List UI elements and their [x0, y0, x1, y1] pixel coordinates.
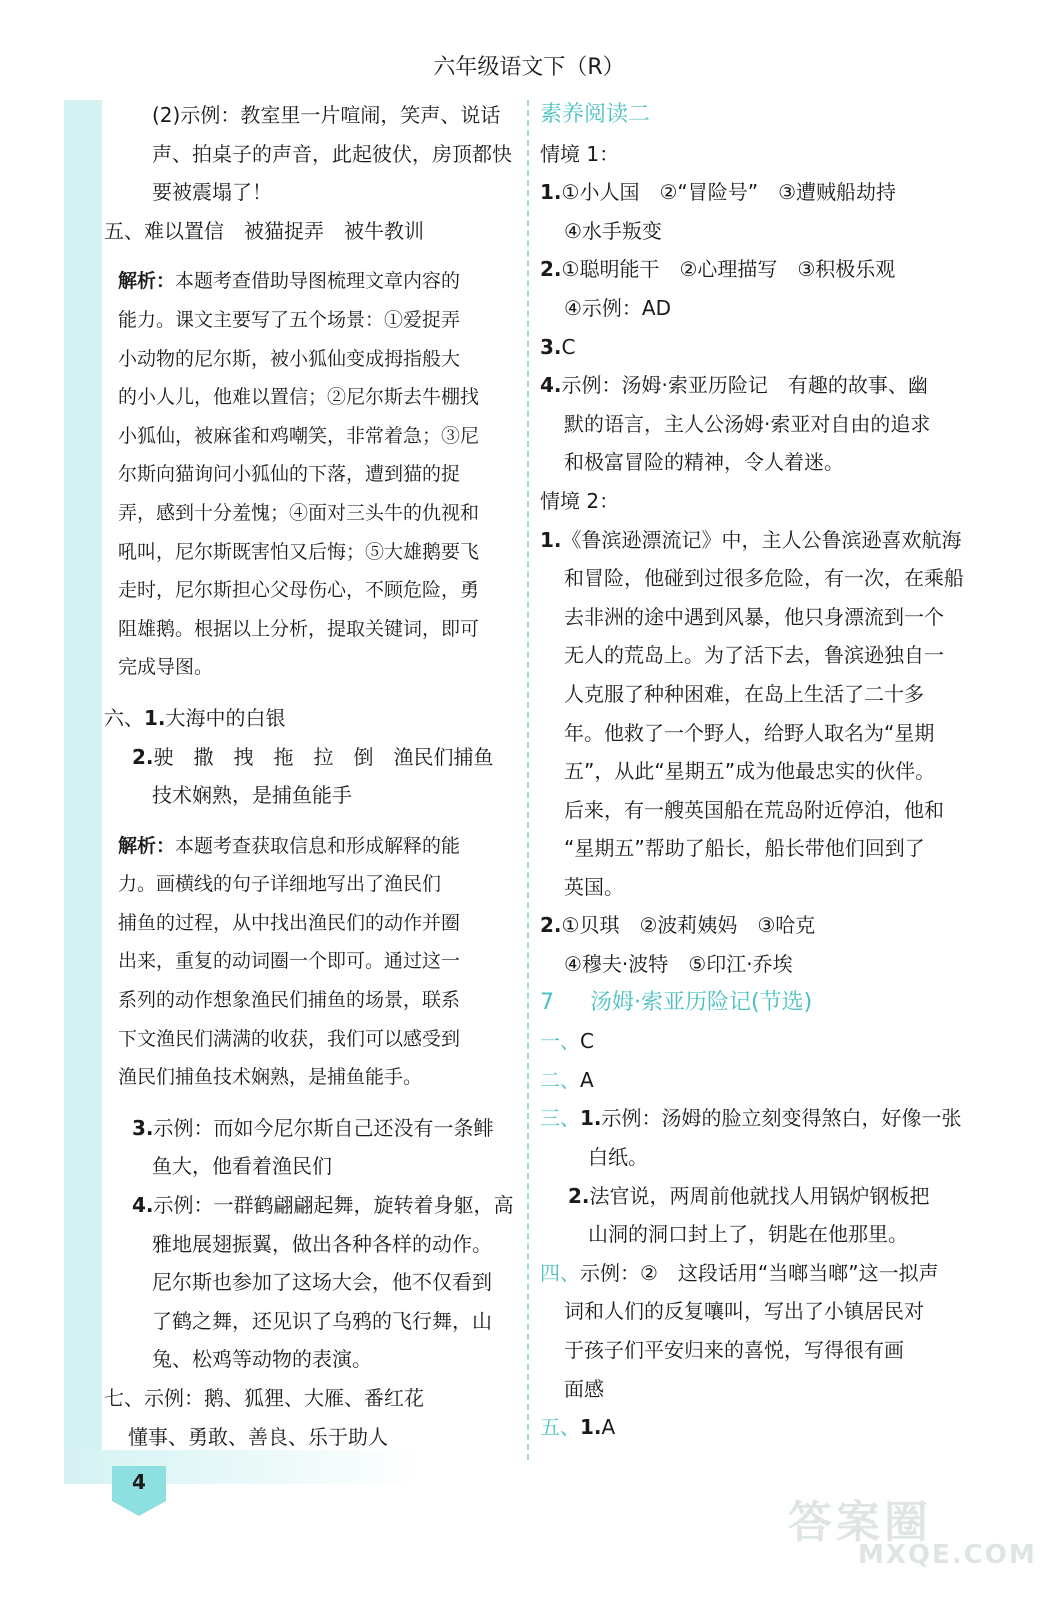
watermark-url: MXQE.COM [858, 1540, 1037, 1570]
explanation-line: 阻雄鹅。根据以上分析，提取关键词，即可 [118, 617, 480, 640]
answer-line: 了鹤之舞，还见识了乌鸦的飞行舞，山 [152, 1308, 492, 1333]
item-4-answer [104, 1186, 514, 1225]
situation-label: 情境 1： [540, 141, 620, 166]
explanation-line: 走时，尼尔斯担心父母伤心，不顾危险，勇 [118, 579, 480, 602]
item-number: 2. [568, 1183, 590, 1208]
item-number: 3. [540, 334, 562, 359]
answer-line: 年。他救了一个野人，给野人取名为“星期 [564, 720, 935, 745]
item-number: 4. [132, 1193, 154, 1218]
answer-line: ④示例：AD [564, 295, 672, 320]
section-label: 七、 [104, 1386, 144, 1410]
section-title: 素养阅读二 [540, 102, 651, 127]
answer-line: 和极富冒险的精神，令人着迷。 [564, 450, 844, 475]
answer-line: 无人的荒岛上。为了活下去，鲁滨逊独自一 [564, 643, 944, 668]
explanation-text: 本题考查借助导图梳理文章内容的 [175, 270, 461, 293]
item-text: 示例：汤姆的脸立刻变得煞白，好像一张 [601, 1106, 962, 1131]
answer-line: 尼尔斯也参加了这场大会，他不仅看到 [152, 1270, 492, 1295]
section-label: 三、 [540, 1106, 580, 1131]
lesson-title: 汤姆·索亚历险记(节选) [590, 989, 813, 1015]
situation-1-item-2 [540, 250, 960, 289]
item-text: C [561, 334, 576, 359]
answer-line: 于孩子们平安归来的喜悦，写得很有画 [564, 1338, 904, 1362]
lesson-number: 7 [540, 989, 554, 1015]
explanation-label: 解析： [118, 270, 176, 293]
explanation-line: 力。画横线的句子详细地写出了渔民们 [118, 873, 442, 896]
left-margin-strip [64, 100, 102, 1480]
item-text: ①聪明能干 ②心理描写 ③积极乐观 [561, 257, 896, 282]
watermark-logo: 答案圈 [788, 1497, 932, 1548]
section-text: 示例：鹅、狐狸、大雁、番红花 [144, 1386, 424, 1410]
explanation-line: 渔民们捕鱼技术娴熟，是捕鱼能手。 [118, 1066, 423, 1089]
item-number: 3. [132, 1115, 154, 1140]
explanation-line: 系列的动作想象渔民们捕鱼的场景，联系 [118, 989, 461, 1012]
explanation-label: 解析： [118, 834, 176, 857]
explanation-first-line [104, 827, 504, 866]
answer-line: 鱼大，他看着渔民们 [152, 1154, 332, 1179]
situation-1-item-4 [540, 366, 960, 405]
explanation-line: 小狐仙，被麻雀和鸡嘲笑，非常着急；③尼 [118, 424, 480, 447]
explanation-line: 小动物的尼尔斯，被小狐仙变成拇指般大 [118, 347, 461, 370]
item-text: 驶 撒 拽 拖 拉 倒 渔民们捕鱼 [153, 744, 494, 769]
lesson-heading [540, 984, 960, 1023]
explanation-first-line [104, 262, 504, 301]
explanation-line: 下文渔民们满满的收获，我们可以感受到 [118, 1027, 461, 1050]
answer-line: 五”，从此“星期五”成为他最忠实的伙伴。 [564, 759, 936, 784]
answer-line: 和冒险，他碰到过很多危险，有一次，在乘船 [564, 566, 964, 591]
item-number: 2. [540, 913, 562, 938]
situation-2-item-1 [540, 521, 960, 560]
explanation-line: 能力。课文主要写了五个场景：①爱捉弄 [118, 308, 461, 331]
item-text: 示例：一群鹤翩翩起舞，旋转着身躯，高 [153, 1193, 514, 1218]
answer-line: 懂事、勇敢、善良、乐于助人 [128, 1424, 388, 1449]
item-number: 1. [540, 527, 562, 552]
section-label: 四、 [540, 1260, 580, 1285]
explanation-line: 捕鱼的过程，从中找出渔民们的动作并圈 [118, 911, 461, 934]
answer-line: “星期五”帮助了船长，船长带他们回到了 [564, 836, 925, 861]
item-3-answer [104, 1109, 504, 1148]
section-6-item-1 [104, 699, 504, 738]
section-label: 一、 [540, 1029, 580, 1054]
right-column [540, 96, 964, 1447]
answer-line: 雅地展翅振翼，做出各种各样的动作。 [152, 1231, 492, 1256]
answer-line: 面感 [564, 1376, 604, 1401]
item-text: 大海中的白银 [165, 705, 286, 730]
explanation-line: 尔斯向猫询问小狐仙的下落，遭到猫的捉 [118, 463, 461, 486]
item-text: 示例：汤姆·索亚历险记 有趣的故事、幽 [561, 373, 928, 398]
answer-4 [540, 1254, 960, 1293]
answer-line: 要被震塌了！ [152, 180, 272, 205]
answer-3-item-1 [540, 1099, 960, 1138]
section-6-item-2 [104, 738, 504, 777]
item-number: 4. [540, 373, 562, 398]
section-label: 五、 [540, 1415, 580, 1440]
item-text: ①贝琪 ②波莉姨妈 ③哈克 [561, 913, 816, 938]
answer-2 [540, 1061, 960, 1100]
situation-1-item-1 [540, 173, 960, 212]
explanation-line: 弄，感到十分羞愧；④面对三头牛的仇视和 [118, 501, 480, 524]
section-label: 六、 [104, 705, 144, 730]
answer-line: 人克服了种种困难，在岛上生活了二十多 [564, 681, 924, 706]
section-text: C [580, 1029, 594, 1054]
situation-1-item-3 [540, 328, 960, 367]
answer-line: 兔、松鸡等动物的表演。 [152, 1347, 372, 1372]
situation-label: 情境 2： [540, 488, 620, 513]
page-number: 4 [132, 1470, 146, 1494]
answer-line: 英国。 [564, 874, 624, 899]
answer-line: 默的语言，主人公汤姆·索亚对自由的追求 [564, 411, 931, 436]
answer-line: 技术娴熟，是捕鱼能手 [152, 783, 352, 808]
item-number: 1. [540, 180, 562, 205]
answer-line: 词和人们的反复嚷叫，写出了小镇居民对 [564, 1299, 924, 1324]
column-divider [527, 100, 529, 1460]
answer-line: 声、拍桌子的声音，此起彼伏，房顶都快 [152, 141, 512, 166]
section-5-answer [104, 212, 504, 251]
explanation-line: 的小人儿，他难以置信；②尼尔斯去牛棚找 [118, 386, 480, 409]
explanation-line: 出来，重复的动词圈一个即可。通过这一 [118, 950, 461, 973]
item-number: 2. [540, 257, 562, 282]
item-number: 2. [132, 744, 154, 769]
section-text: A [580, 1067, 594, 1092]
item-number: 1. [580, 1415, 602, 1440]
explanation-text: 本题考查获取信息和形成解释的能 [175, 834, 461, 857]
item-text: A [601, 1415, 616, 1440]
item-text: 法官说，两周前他就找人用锅炉钢板把 [589, 1183, 930, 1208]
item-number: 1. [580, 1106, 602, 1131]
answer-5 [540, 1408, 960, 1447]
explanation-line: 吼叫，尼尔斯既害怕又后悔；⑤大雄鹅要飞 [118, 540, 480, 563]
page-header: 六年级语文下（R） [433, 55, 625, 80]
answer-line: 去非洲的途中遇到风暴，他只身漂流到一个 [564, 604, 944, 629]
answer-line: 白纸。 [588, 1145, 648, 1170]
answer-line: 后来，有一艘英国船在荒岛附近停泊，他和 [564, 797, 944, 822]
section-label: 二、 [540, 1067, 580, 1092]
item-text: 示例：而如今尼尔斯自己还没有一条鲱 [153, 1115, 494, 1140]
answer-1 [540, 1022, 960, 1061]
section-text: 示例：② 这段话用“当啷当啷”这一拟声 [580, 1260, 939, 1285]
explanation-line: 完成导图。 [118, 656, 214, 679]
answer-line: (2)示例：教室里一片喧闹，笑声、说话 [152, 103, 501, 127]
answer-line: ④水手叛变 [564, 218, 662, 243]
answer-3-item-2 [540, 1177, 960, 1216]
answer-line: ④穆夫·波特 ⑤印江·乔埃 [564, 952, 793, 977]
answer-line: 山洞的洞口封上了，钥匙在他那里。 [588, 1222, 908, 1247]
section-text: 难以置信 被猫捉弄 被牛教训 [144, 218, 424, 243]
item-number: 1. [144, 705, 166, 730]
situation-2-item-2 [540, 906, 960, 945]
item-text: 《鲁滨逊漂流记》中，主人公鲁滨逊喜欢航海 [561, 527, 962, 552]
section-7-answer [104, 1379, 504, 1418]
left-column [104, 96, 514, 1456]
item-text: ①小人国 ②“冒险号” ③遭贼船劫持 [561, 180, 897, 205]
section-label: 五、 [104, 218, 144, 243]
